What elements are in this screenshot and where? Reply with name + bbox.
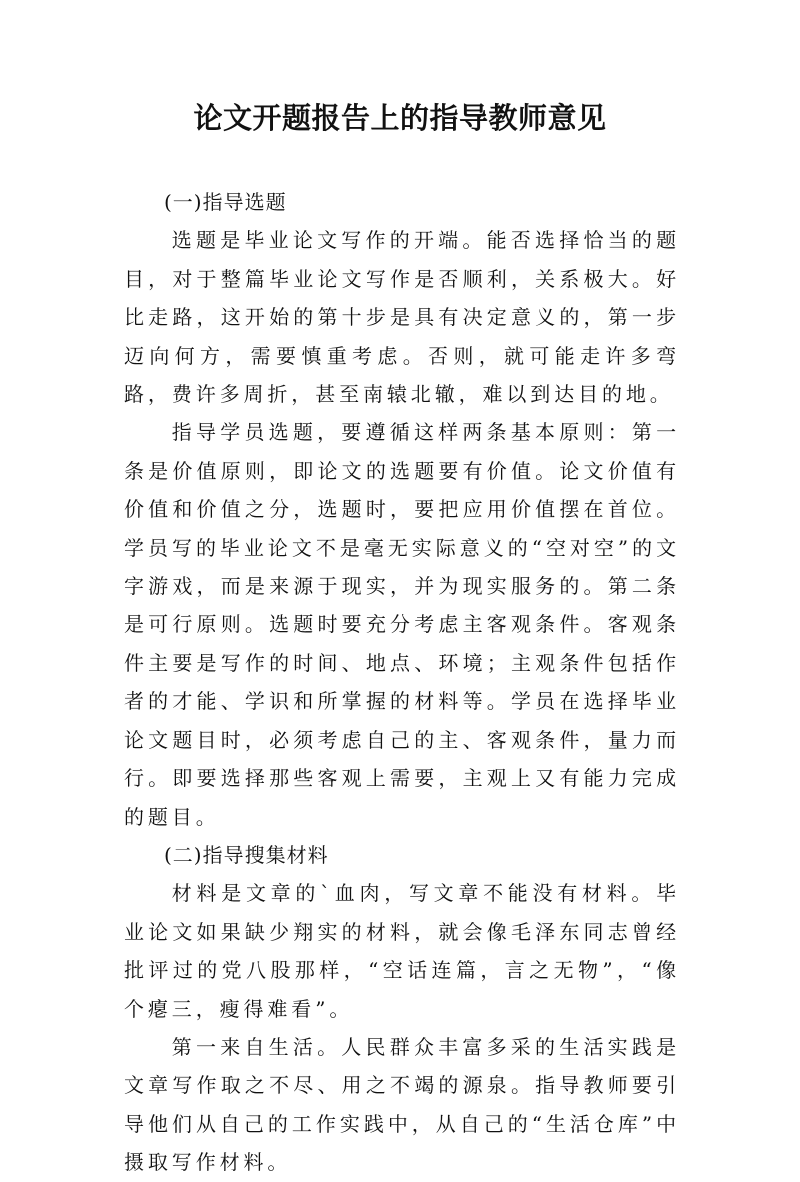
paragraph-4: 第一来自生活。人民群众丰富多采的生活实践是文章写作取之不尽、用之不竭的源泉。指导教师要引导他们从自己的工作实践中，从自己的“生活仓库”中摄取写作材料。: [124, 1034, 680, 1175]
section-heading-2: (二)指导搜集材料: [164, 842, 329, 867]
section-heading-1: (一)指导选题: [164, 190, 287, 214]
paragraph-2: 指导学员选题，要遵循这样两条基本原则：第一条是价值原则，即论文的选题要有价值。论文价值有价值和价值之分，选题时，要把应用价值摆在首位。学员写的毕业论文不是毫无实际意义的“空对空”的文字游戏，而是来源于现实，并为现实服务的。第二条是可行原则。选题时要充分考虑主客观条件。客观条件主要是写作的时间、地点、环境；主观条件包括作者的才能、学识和所掌握的材料等。学员在选择毕业论文题目时，必须考虑自己的主、客观条件，量力而行。即要选择那些客观上需要，主观上又有能力完成的题目。: [124, 420, 680, 829]
document-body: [124, 183, 680, 1182]
paragraph-1: 选题是毕业论文写作的开端。能否选择恰当的题目，对于整篇毕业论文写作是否顺利，关系极大。好比走路，这开始的第十步是具有决定意义的，第一步迈向何方，需要慎重考虑。否则，就可能走许多弯路，费许多周折，甚至南辕北辙，难以到达目的地。: [124, 228, 680, 407]
document-title: 论文开题报告上的指导教师意见: [193, 101, 607, 135]
paragraph-3: 材料是文章的`血肉，写文章不能没有材料。毕业论文如果缺少翔实的材料，就会像毛泽东同志曾经批评过的党八股那样，“空话连篇，言之无物”，“像个瘪三，瘦得难看”。: [124, 881, 680, 1021]
